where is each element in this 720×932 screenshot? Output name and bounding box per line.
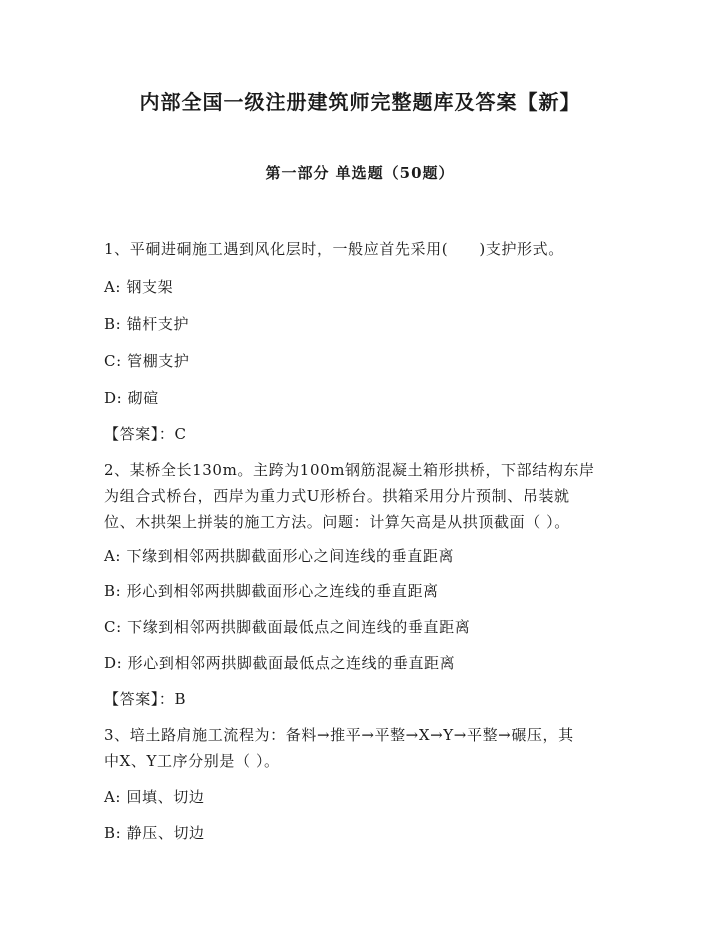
question-2-stem-line-1: 2、某桥全长130m。主跨为100m钢筋混凝土箱形拱桥，下部结构东岸 bbox=[104, 461, 595, 479]
question-1-stem: 1、平硐进硐施工遇到风化层时，一般应首先采用( )支护形式。 bbox=[104, 240, 564, 258]
question-2-option-a: A: 下缘到相邻两拱脚截面形心之间连线的垂直距离 bbox=[104, 547, 455, 565]
question-1-answer: 【答案】：C bbox=[104, 425, 187, 443]
question-1-option-c: C: 管棚支护 bbox=[104, 352, 190, 370]
question-2-option-b: B: 形心到相邻两拱脚截面形心之连线的垂直距离 bbox=[104, 582, 439, 600]
question-1-option-b: B: 锚杆支护 bbox=[104, 315, 190, 333]
question-2-option-c: C: 下缘到相邻两拱脚截面最低点之间连线的垂直距离 bbox=[104, 618, 471, 636]
question-3-option-a: A: 回填、切边 bbox=[104, 788, 205, 806]
question-3-stem-line-1: 3、培土路肩施工流程为：备料→推平→平整→X→Y→平整→碾压，其 bbox=[104, 726, 574, 744]
question-2-stem-line-3: 位、木拱架上拼装的施工方法。问题：计算矢高是从拱顶截面（ ）。 bbox=[104, 513, 570, 531]
question-3-option-b: B: 静压、切边 bbox=[104, 824, 205, 842]
question-2-stem-line-2: 为组合式桥台，西岸为重力式U形桥台。拱箱采用分片预制、吊装就 bbox=[104, 487, 570, 505]
question-1-option-a: A: 钢支架 bbox=[104, 278, 174, 296]
question-1-option-d: D: 砌碹 bbox=[104, 389, 159, 407]
question-2-answer: 【答案】：B bbox=[104, 690, 187, 708]
question-3-stem-line-2: 中X、Y工序分别是（ ）。 bbox=[104, 752, 280, 770]
document-title: 内部全国一级注册建筑师完整题库及答案【新】 bbox=[139, 90, 581, 114]
section-title: 第一部分 单选题（50题） bbox=[265, 164, 455, 182]
question-2-option-d: D: 形心到相邻两拱脚截面最低点之连线的垂直距离 bbox=[104, 654, 456, 672]
